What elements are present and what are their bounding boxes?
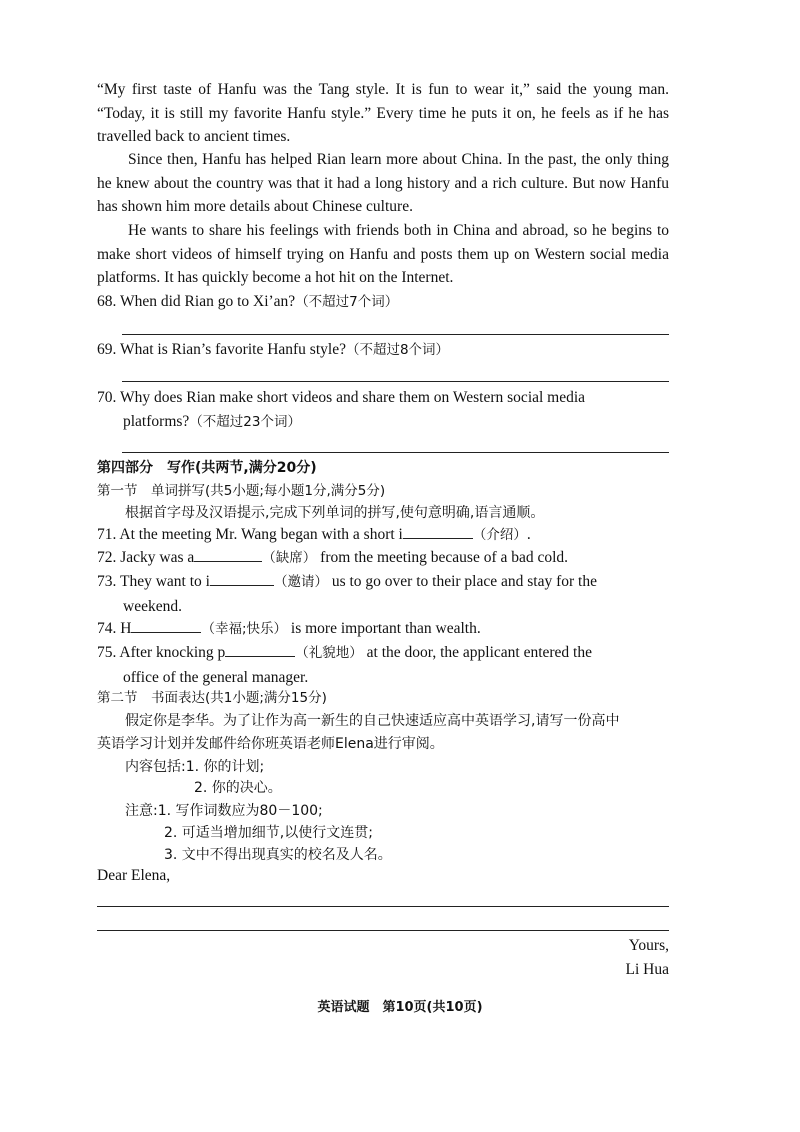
word-limit: （不超过8个词） (345, 342, 450, 358)
note-item-3: 3. 文中不得出现真实的校名及人名。 (164, 847, 392, 863)
blank-71[interactable] (403, 524, 473, 539)
answer-line-69[interactable] (122, 381, 669, 382)
question-text: Why does Rian make short videos and share them on Western social media (119, 389, 586, 406)
item-text-before: They want to i (119, 573, 210, 590)
letter-greeting: Dear Elena, (97, 867, 171, 884)
item-text-before: Jacky was a (120, 549, 195, 566)
writing-line-2[interactable] (97, 930, 669, 931)
section2-intro-line2: 英语学习计划并发邮件给你班英语老师Elena进行审阅。 (97, 736, 444, 752)
word-limit: （不超过7个词） (295, 294, 399, 310)
item-text-before: After knocking p (119, 644, 226, 661)
chinese-hint: （幸福;快乐） (201, 621, 288, 637)
blank-72[interactable] (194, 547, 262, 562)
item-number: 71. (97, 526, 117, 543)
blank-74[interactable] (131, 618, 201, 633)
item-number: 75. (97, 644, 117, 661)
passage-paragraph-1: “My first taste of Hanfu was the Tang style. It is fun to wear it,” said the young man. “Today, it is still my favorite Hanfu style.” Every time he puts it on, he feels as if he has travelled back to ancient times. (97, 81, 669, 145)
chinese-hint: （缺席） (262, 550, 317, 566)
item-number: 73. (97, 573, 117, 590)
item-text-after: from the meeting because of a bad cold. (320, 549, 569, 566)
writing-line-1[interactable] (97, 906, 669, 907)
question-text-continued (97, 410, 669, 435)
item-text-after: at the door, the applicant entered the (366, 644, 592, 661)
section2-intro-line1: 假定你是李华。为了让作为高一新生的自己快速适应高中英语学习,请写一份高中 (125, 713, 620, 729)
item-72 (97, 546, 669, 571)
letter-closing: Yours, (628, 937, 669, 954)
passage-paragraph-3: He wants to share his feelings with friends both in China and abroad, so he begins to make short videos of himself trying on Hanfu and posts them up on Western social media platforms. It has quickly become a hot hit on the Internet. (97, 222, 669, 286)
item-text-after: . (526, 526, 531, 543)
passage-paragraph-2: Since then, Hanfu has helped Rian learn more about China. In the past, the only thing he knew about the country was that it had a long history and a rich culture. But now Hanfu has shown him more details about Chinese culture. (97, 151, 669, 215)
question-text: What is Rian’s favorite Hanfu style? (119, 341, 346, 358)
question-text-2: platforms? (123, 412, 190, 430)
question-number: 69. (97, 341, 117, 358)
part4-title: 第四部分 写作(共两节,满分20分) (97, 460, 317, 476)
question-number: 68. (97, 293, 117, 310)
item-74 (97, 617, 669, 642)
question-68 (97, 290, 669, 315)
question-number: 70. (97, 389, 117, 406)
chinese-hint: （介绍） (472, 527, 527, 543)
letter-signature: Li Hua (625, 961, 669, 978)
item-text-continued: weekend. (123, 597, 182, 615)
content-label: 内容包括:1. 你的计划; (125, 759, 265, 775)
item-73 (97, 570, 669, 618)
item-text-after: is more important than wealth. (290, 620, 481, 637)
blank-75[interactable] (225, 642, 295, 657)
content-item-2: 2. 你的决心。 (194, 780, 282, 796)
question-69 (97, 338, 669, 363)
section1-title: 第一节 单词拼写(共5小题;每小题1分,满分5分) (97, 483, 386, 499)
section1-instruction: 根据首字母及汉语提示,完成下列单词的拼写,使句意明确,语言通顺。 (125, 505, 545, 521)
item-75 (97, 641, 669, 689)
chinese-hint: （礼貌地） (295, 645, 363, 661)
item-text-before: H (120, 620, 132, 637)
question-70 (97, 386, 669, 434)
note-item-2: 2. 可适当增加细节,以使行文连贯; (164, 825, 373, 841)
chinese-hint: （邀请） (273, 574, 328, 590)
item-71 (97, 523, 669, 548)
item-number: 74. (97, 620, 117, 637)
item-text-after: us to go over to their place and stay for the (331, 573, 597, 590)
blank-73[interactable] (210, 571, 274, 586)
answer-line-70[interactable] (122, 452, 669, 453)
page-footer: 英语试题 第10页(共10页) (317, 1000, 483, 1015)
answer-line-68[interactable] (122, 334, 669, 335)
section2-title: 第二节 书面表达(共1小题;满分15分) (97, 690, 327, 706)
item-text-continued: office of the general manager. (123, 668, 309, 686)
note-label: 注意:1. 写作词数应为80－100; (125, 803, 323, 819)
item-number: 72. (97, 549, 117, 566)
word-limit: （不超过23个词） (189, 413, 301, 430)
item-text-before: At the meeting Mr. Wang began with a short i (119, 526, 403, 543)
question-text: When did Rian go to Xi’an? (119, 293, 296, 310)
